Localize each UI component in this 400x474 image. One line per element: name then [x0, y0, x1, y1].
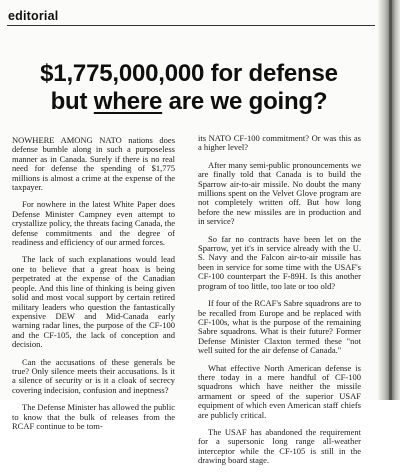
headline-emphasis-word: where [93, 88, 163, 115]
paragraph: its NATO CF-100 commitment? Or was this as a higher level? [198, 133, 361, 153]
paragraph: So far no contracts have been let on the Sparrow, yet it's in service already with the U. S. Navy and the Falcon air-to-air missile has been in service for some time with the USAF's CF-100 counterpart the F-89H. Is this another program of too little, too late or too old? [198, 233, 361, 291]
paragraph: The Defense Minister has allowed the public to know that the bulk of releases from the RCAF continue to be tom- [12, 402, 175, 431]
paragraph: Can the accusations of these generals be true? Only silence meets their accusations. Is it a silence of security or is it a cloak of secrecy covering indecision, confusion and ineptness? [12, 356, 175, 395]
paragraph: The lack of such explanations would lead one to believe that a great hoax is being perpetrated at the expense of the Canadian people. And this line of thinking is being given solid and most vocal support by certain retired military leaders who question the fantastically expensive DEW and Mid-Canada early warning radar lines, the purpose of the CF-100 and the CF-105, the lack of conception and decision. [12, 254, 175, 350]
paragraph: What effective North American defense is there today in a mere handful of CF-100 squadrons which have neither the missile armament or speed of the superior USAF equipment of which even American staff chiefs are publicly critical. [198, 362, 361, 420]
left-text-column [12, 136, 175, 439]
headline-line-1: $1,775,000,000 for defense [40, 60, 338, 87]
headline [0, 60, 378, 116]
paragraph: After many semi-public pronouncements we are finally told that Canada is to build the Sparrow air-to-air missile. No doubt the many millions spent on the Velvet Glove program are not completely written off. But how long before the new missiles are in production and in service? [198, 159, 361, 227]
headline-line-2 [0, 88, 378, 116]
paragraph: For nowhere in the latest White Paper does Defense Minister Campney even attempt to crystallize policy, the threats facing Canada, the defense commitments and the degree of readiness and efficiency of our armed forces. [12, 199, 175, 248]
paragraph: If four of the RCAF's Sabre squadrons are to be recalled from Europe and be replaced with CF-100s, what is the purpose of the remaining Sabre squadrons. What is their future? Former Defense Minister Claxton termed these "not well suited for the air defense of Canada." [198, 298, 361, 356]
headline-line-2-start: but [50, 88, 94, 115]
right-text-column [198, 134, 361, 474]
paragraph: NOWHERE AMONG NATO nations does defense bumble along in such a purposeless manner as in Canada. Surely if there is no real need for defense the spending of $1,775 millions is almost a crime at the expense of the taxpayer. [12, 135, 175, 193]
headline-line-2-end: are we going? [162, 88, 328, 115]
paragraph: The USAF has abandoned the requirement for a supersonic long range all-weather interceptor while the CF-105 is still in the drawing board stage. [198, 426, 361, 466]
section-label: editorial [8, 9, 59, 23]
scanned-page-shadow [389, 0, 392, 400]
section-divider [7, 25, 375, 26]
